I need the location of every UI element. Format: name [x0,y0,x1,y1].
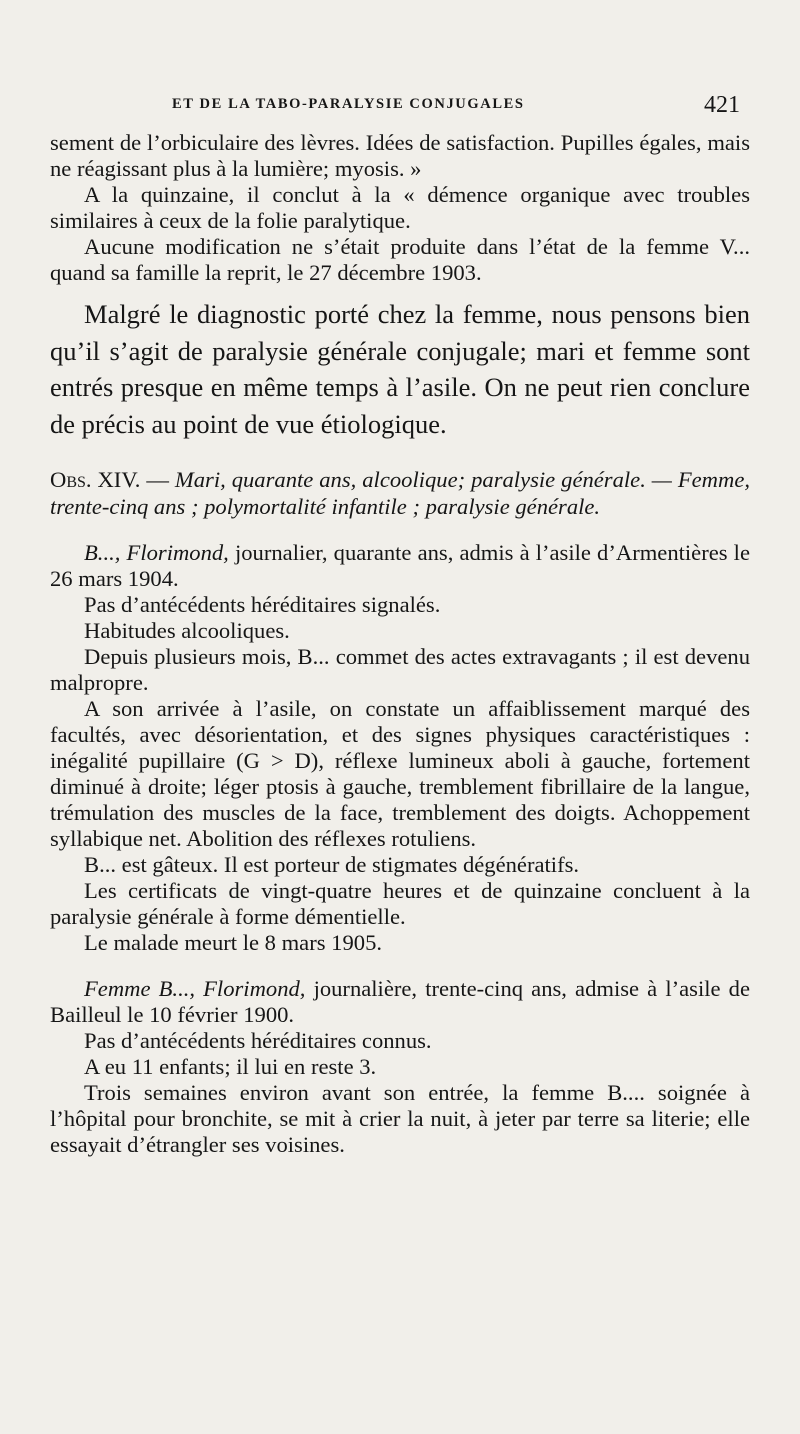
paragraph-husband-habits: Habitudes alcooliques. [84,618,290,643]
paragraph-continuation: sement de l’orbiculaire des lèvres. Idées de satisfaction. Pupilles égales, mais ne réagissant plus à la lumière; myosis. » [50,130,750,181]
wife-intro-text: journalière, trente-cinq ans, admise à l’asile de Bailleul le 10 février 1900. [50,976,750,1027]
paragraph-wife-children: A eu 11 enfants; il lui en reste 3. [84,1054,377,1079]
paragraph-wife-heredity: Pas d’antécédents héréditaires connus. [84,1028,432,1053]
paragraph-husband-behavior: Depuis plusieurs mois, B... commet des actes extravagants ; il est devenu malpropre. [50,644,750,695]
wife-name: Femme B..., Florimond, [84,976,306,1001]
observation-summary: Mari, quarante ans, alcoolique; paralysie générale. — Femme, trente-cinq ans ; polymortalité infantile ; paralysie générale. [50,467,750,519]
husband-intro-text: journalier, quarante ans, admis à l’asile d’Armentières le 26 mars 1904. [50,540,750,591]
paragraph-husband-stigmata: B... est gâteux. Il est porteur de stigmates dégénératifs. [84,852,580,877]
paragraph-diagnostic-remark: Malgré le diagnostic porté chez la femme, nous pensons bien qu’il s’agit de paralysie générale conjugale; mari et femme sont entrés presque en même temps à l’asile. On ne peut rien conclure de précis au point de vue étiologique. [50,299,750,439]
observation-dash: — [146,467,169,492]
observation-label: Obs. XIV. [50,467,141,492]
running-head: ET DE LA TABO-PARALYSIE CONJUGALES [172,96,525,112]
paragraph-husband-intro [50,540,750,592]
husband-name: B..., Florimond, [84,540,229,565]
observation-heading [50,466,750,520]
page-header [0,92,800,122]
paragraph-husband-certificates: Les certificats de vingt-quatre heures et de quinzaine concluent à la paralysie générale à forme démentielle. [50,878,750,929]
paragraph-husband-signs: A son arrivée à l’asile, on constate un affaiblissement marqué des facultés, avec désorientation, et des signes physiques caractéristiques : inégalité pupillaire (G > D), réflexe lumineux aboli à gauche, fortement diminué à droite; léger ptosis à gauche, tremblement fibrillaire de la langue, trémulation des muscles de la face, tremblement des doigts. Achoppement syllabique net. Abolition des réflexes rotuliens. [50,696,750,851]
paragraph-aucune-modification: Aucune modification ne s’était produite dans l’état de la femme V... quand sa famille la reprit, le 27 décembre 1903. [50,234,750,285]
page-number: 421 [704,92,740,118]
page-body [50,130,750,1158]
paragraph-wife-onset: Trois semaines environ avant son entrée, la femme B.... soignée à l’hôpital pour bronchite, se mit à crier la nuit, à jeter par terre sa literie; elle essayait d’étrangler ses voisines. [50,1080,750,1157]
paragraph-wife-intro [50,976,750,1028]
paragraph-husband-heredity: Pas d’antécédents héréditaires signalés. [84,592,441,617]
paragraph-quinzaine: A la quinzaine, il conclut à la « démence organique avec troubles similaires à ceux de la folie paralytique. [50,182,750,233]
paragraph-husband-death: Le malade meurt le 8 mars 1905. [84,930,383,955]
